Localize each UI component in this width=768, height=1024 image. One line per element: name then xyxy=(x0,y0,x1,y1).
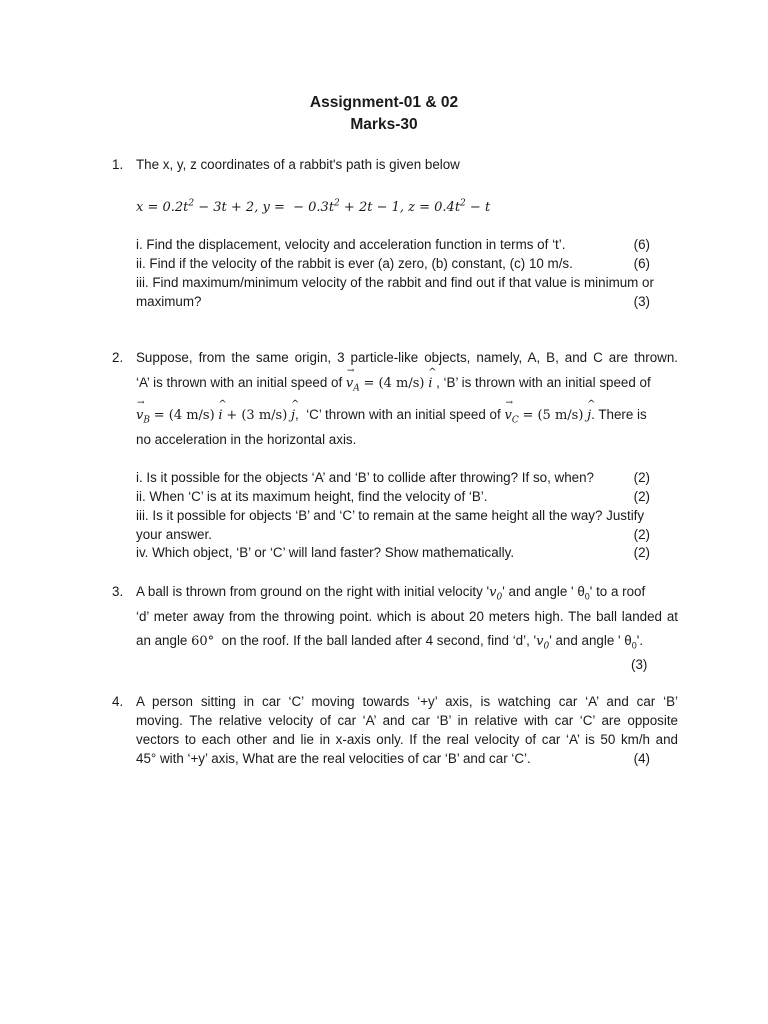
question-text-line: A ball is thrown from ground on the right with initial velocity '$v_0$' and angle ' $\theta_0'$ to a roof xyxy=(136,584,646,603)
question-number: 3. xyxy=(112,584,124,599)
part-text: i. Is it possible for the objects ‘A’ and ‘B’ to collide after throwing? If so, when? xyxy=(136,470,594,485)
text-segment: an angle xyxy=(136,633,188,648)
question-number: 2. xyxy=(112,350,124,365)
v0-symbol: $v_0$ xyxy=(536,634,550,652)
equation-z: $z = 0.4t^2 - t$ xyxy=(408,199,491,216)
text-segment: ' and angle ' θ xyxy=(502,584,585,599)
part-text: iv. Which object, ‘B’ or ‘C’ will land faster? Show mathematically. xyxy=(136,545,515,560)
part-text: iii. Is it possible for objects ‘B’ and ‘C’ to remain at the same height all the way? Justify xyxy=(136,508,645,523)
question-text-line: → $v_B = (4$ m/s) ^ i + (3 m/s) ^ j, ‘C’ thrown with an initial speed of → $v_C = (5$ m/s) ^ j. There is xyxy=(136,407,647,426)
assignment-title: Assignment-01 & 02 xyxy=(309,94,459,111)
equation-y: y = − $0.3t^2 + 2t - 1$, xyxy=(262,199,404,216)
question-text: A person sitting in car ‘C’ moving towards ‘+y’ axis, is watching car ‘A’ and car ‘B’ xyxy=(136,694,678,709)
text-segment: ' to a roof xyxy=(589,584,646,599)
part-marks: (2) xyxy=(633,470,650,485)
question-number: 1. xyxy=(112,157,124,172)
part-text: i. Find the displacement, velocity and acceleration function in terms of ‘t’. xyxy=(136,237,566,252)
unit-vector-i: ^ i xyxy=(428,376,432,391)
text-segment: , ‘B’ is thrown with an initial speed of xyxy=(436,375,651,390)
part-marks: (3) xyxy=(633,294,650,309)
v0-symbol: $v_0$ xyxy=(489,585,503,603)
text-segment: ' and angle ' θ xyxy=(549,633,632,648)
angle-value: 60° xyxy=(191,634,215,649)
vector-value: = (4 m/s) xyxy=(153,408,215,423)
text-segment: ‘A’ is thrown with an initial speed of xyxy=(136,375,343,390)
vector-vC: → $v_C$ xyxy=(504,408,518,423)
question-text: vectors to each other and lie in x-axis only. If the real velocity of car ‘A’ is 50 km/h and xyxy=(136,732,678,747)
equation-x: $x = 0.2t^2 - 3t + 2$, xyxy=(136,199,259,216)
unit-vector-i: ^ i xyxy=(218,408,222,423)
part-text: ii. Find if the velocity of the rabbit is ever (a) zero, (b) constant, (c) 10 m/s. xyxy=(136,256,573,271)
part-marks: (2) xyxy=(633,489,650,504)
question-marks: (3) xyxy=(631,657,648,672)
question-text: moving. The relative velocity of car ‘A’ and car ‘B’ in relative with car ‘C’ are opposite xyxy=(136,713,678,728)
question-text: 45° with ‘+y’ axis, What are the real velocities of car ‘B’ and car ‘C’. xyxy=(136,751,531,766)
part-marks: (2) xyxy=(633,545,650,560)
vector-vB: → $v_B$ xyxy=(136,408,150,423)
part-marks: (6) xyxy=(633,256,650,271)
part-text-continued: maximum? xyxy=(136,294,202,309)
vector-value: = (5 m/s) xyxy=(522,408,584,423)
part-marks: (6) xyxy=(633,237,650,252)
text-segment: . There is xyxy=(591,407,647,422)
equation-line xyxy=(136,199,490,215)
vector-vA: → $v_A$ xyxy=(346,376,360,391)
text-segment: on the roof. If the ball landed after 4 second, find ‘d’, ' xyxy=(221,633,537,648)
part-text-continued: your answer. xyxy=(136,527,212,542)
question-text-line: an angle 60° on the roof. If the ball landed after 4 second, find ‘d’, '$v_0$' and angle ' $\theta_0'$. xyxy=(136,633,644,652)
text-segment: '. xyxy=(636,633,644,648)
question-number: 4. xyxy=(112,694,124,709)
part-text: ii. When ‘C’ is at its maximum height, find the velocity of ‘B’. xyxy=(136,489,488,504)
part-marks: (2) xyxy=(633,527,650,542)
unit-vector-j: ^ j xyxy=(587,408,591,423)
text-segment: A ball is thrown from ground on the right with initial velocity ' xyxy=(136,584,490,599)
question-text-line xyxy=(136,375,651,394)
question-text: ‘d’ meter away from the throwing point. which is about 20 meters high. The ball landed at xyxy=(136,609,678,624)
part-text: iii. Find maximum/minimum velocity of the rabbit and find out if that value is minimum or xyxy=(136,275,654,290)
text-segment: ‘C’ thrown with an initial speed of xyxy=(306,407,501,422)
question-marks: (4) xyxy=(633,751,650,766)
vector-value: + (3 m/s) xyxy=(226,408,288,423)
vector-value: = (4 m/s) xyxy=(363,376,425,391)
question-text: The x, y, z coordinates of a rabbit's path is given below xyxy=(136,157,460,172)
question-text: no acceleration in the horizontal axis. xyxy=(136,432,357,447)
question-text: Suppose, from the same origin, 3 particle-like objects, namely, A, B, and C are thrown. xyxy=(136,350,678,365)
marks-heading: Marks-30 xyxy=(350,116,418,133)
unit-vector-j: ^ j xyxy=(291,408,295,423)
